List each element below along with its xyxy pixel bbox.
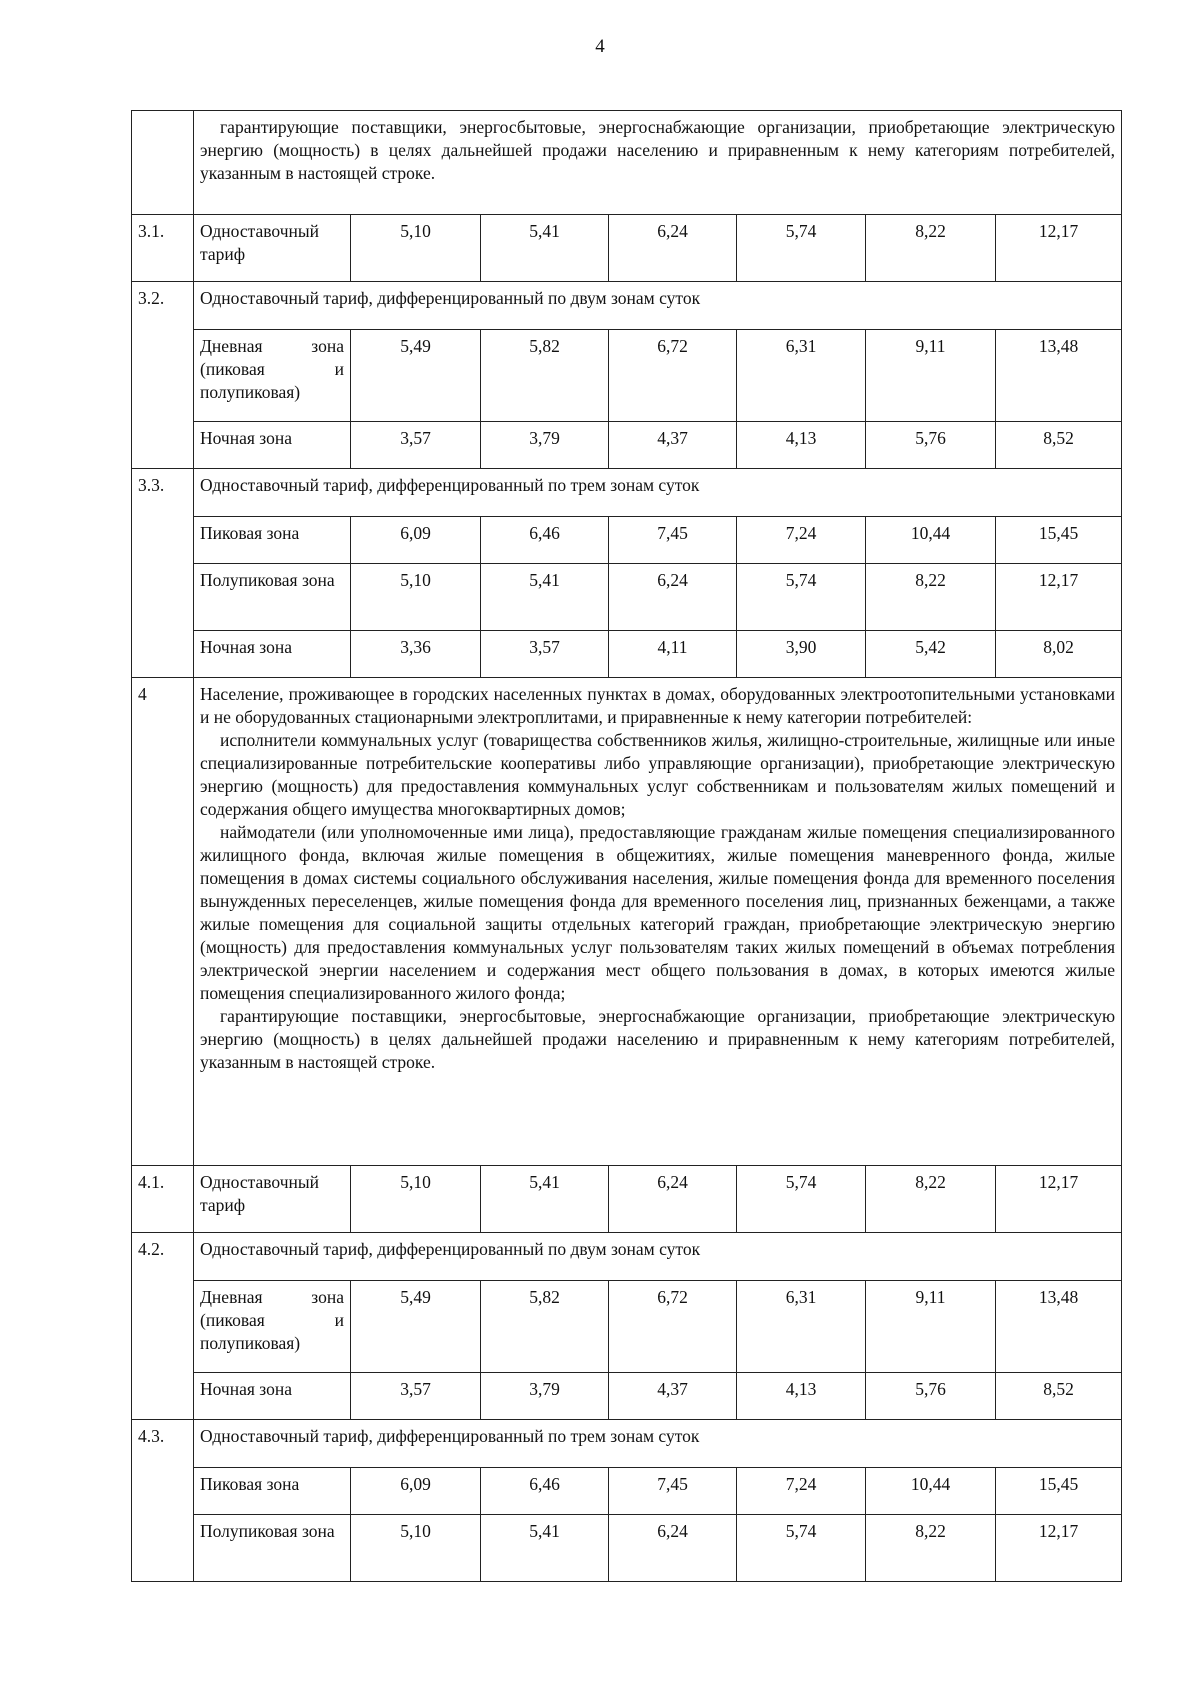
value-cell: 5,74	[737, 215, 866, 282]
table-row-3-3-night	[132, 631, 1122, 678]
value-cell: 6,46	[481, 1468, 609, 1515]
value-cell: 6,09	[351, 1468, 481, 1515]
value-cell: 15,45	[996, 1468, 1122, 1515]
table-row-4-3-half-peak	[132, 1515, 1122, 1582]
value-cell: 5,41	[481, 1166, 609, 1233]
row-number: 4.3.	[132, 1420, 194, 1582]
value-cell: 4,37	[609, 422, 737, 469]
value-cell: 5,41	[481, 215, 609, 282]
table-row-3-3-half-peak	[132, 564, 1122, 631]
value-cell: 6,24	[609, 564, 737, 631]
value-cell: 5,49	[351, 1281, 481, 1373]
value-cell: 9,11	[866, 1281, 996, 1373]
group-intro: Население, проживающее в городских населенных пунктах в домах, оборудованных электроотопительными установками и не оборудованных стационарными электроплитами, и приравненные к нему категории потребителей:	[200, 684, 1116, 727]
value-cell: 6,72	[609, 330, 737, 422]
value-cell: 5,74	[737, 1166, 866, 1233]
value-cell: 8,22	[866, 564, 996, 631]
value-cell: 8,52	[996, 1373, 1122, 1420]
value-cell: 7,24	[737, 517, 866, 564]
value-cell: 6,31	[737, 1281, 866, 1373]
value-cell: 5,10	[351, 1166, 481, 1233]
value-cell: 4,37	[609, 1373, 737, 1420]
value-cell: 12,17	[996, 1166, 1122, 1233]
value-cell: 5,82	[481, 1281, 609, 1373]
row-number: 3.1.	[132, 215, 194, 282]
table-row-3-2-title	[132, 282, 1122, 330]
value-cell: 10,44	[866, 1468, 996, 1515]
value-cell: 15,45	[996, 517, 1122, 564]
value-cell: 8,22	[866, 215, 996, 282]
zone-label: Пиковая зона	[194, 1468, 351, 1515]
group-item: гарантирующие поставщики, энергосбытовые, энергоснабжающие организации, приобретающие электрическую энергию (мощность) в целях дальнейшей продажи населению и приравненным к нему категориям потребителей, указанным в настоящей строке.	[200, 1006, 1116, 1072]
value-cell: 5,82	[481, 330, 609, 422]
row-number: 4.1.	[132, 1166, 194, 1233]
group-item: наймодатели (или уполномоченные ими лица), предоставляющие гражданам жилые помещения специализированного жилищного фонда, включая жилые помещения в общежитиях, жилые помещения маневренного фонда, жилые помещения в домах системы социального обслуживания населения, жилые помещения фонда для временного поселения вынужденных переселенцев, жилые помещения фонда для временного поселения лиц, признанных беженцами, а также жилые помещения для социальной защиты отдельных категорий граждан, приобретающие электрическую энергию (мощность) для предоставления коммунальных услуг пользователям таких жилых помещений в объемах потребления электрической энергии населением и содержания мест общего пользования в домах, в которых имеются жилые помещения специализированного жилого фонда;	[200, 822, 1116, 1003]
value-cell: 4,13	[737, 422, 866, 469]
value-cell: 6,24	[609, 215, 737, 282]
value-cell: 5,42	[866, 631, 996, 678]
value-cell: 6,46	[481, 517, 609, 564]
value-cell: 5,41	[481, 1515, 609, 1582]
value-cell: 6,24	[609, 1166, 737, 1233]
table-row-4-3-title	[132, 1420, 1122, 1468]
value-cell: 9,11	[866, 330, 996, 422]
tariff-label: Одноставочный тариф	[194, 1166, 351, 1233]
value-cell: 3,36	[351, 631, 481, 678]
value-cell: 3,57	[351, 422, 481, 469]
tariff-table	[131, 110, 1122, 1582]
zone-label: Ночная зона	[194, 422, 351, 469]
value-cell: 8,22	[866, 1166, 996, 1233]
value-cell: 3,57	[481, 631, 609, 678]
continuation-text: гарантирующие поставщики, энергосбытовые, энергоснабжающие организации, приобретающие электрическую энергию (мощность) в целях дальнейшей продажи населению и приравненным к нему категориям потребителей, указанным в настоящей строке.	[194, 111, 1122, 215]
table-row-3-2-night	[132, 422, 1122, 469]
value-cell: 3,79	[481, 422, 609, 469]
value-cell: 8,02	[996, 631, 1122, 678]
zone-label: Полупиковая зона	[194, 1515, 351, 1582]
value-cell: 5,74	[737, 564, 866, 631]
tariff-label: Одноставочный тариф	[194, 215, 351, 282]
row-number: 4	[132, 678, 194, 1166]
table-row-4-3-peak	[132, 1468, 1122, 1515]
value-cell: 8,52	[996, 422, 1122, 469]
value-cell: 5,76	[866, 1373, 996, 1420]
value-cell: 5,41	[481, 564, 609, 631]
value-cell: 8,22	[866, 1515, 996, 1582]
row-number: 4.2.	[132, 1233, 194, 1420]
value-cell: 5,10	[351, 215, 481, 282]
value-cell: 7,45	[609, 1468, 737, 1515]
table-row-4-2-night	[132, 1373, 1122, 1420]
section-title: Одноставочный тариф, дифференцированный по двум зонам суток	[194, 282, 1122, 330]
table-row-3-2-day	[132, 330, 1122, 422]
value-cell: 6,72	[609, 1281, 737, 1373]
row-number-cell	[132, 111, 194, 215]
value-cell: 5,10	[351, 1515, 481, 1582]
value-cell: 7,45	[609, 517, 737, 564]
table-row-4-description	[132, 678, 1122, 1166]
zone-label: Ночная зона	[194, 631, 351, 678]
value-cell: 3,79	[481, 1373, 609, 1420]
value-cell: 5,76	[866, 422, 996, 469]
value-cell: 5,49	[351, 330, 481, 422]
zone-label: Дневная зона (пиковая и полупиковая)	[194, 1281, 351, 1373]
value-cell: 12,17	[996, 1515, 1122, 1582]
section-title: Одноставочный тариф, дифференцированный по трем зонам суток	[194, 469, 1122, 517]
table-row-3-3-peak	[132, 517, 1122, 564]
value-cell: 4,13	[737, 1373, 866, 1420]
zone-label: Ночная зона	[194, 1373, 351, 1420]
table-row-continuation	[132, 111, 1122, 215]
section-title: Одноставочный тариф, дифференцированный по трем зонам суток	[194, 1420, 1122, 1468]
value-cell: 3,57	[351, 1373, 481, 1420]
table-row-4-2-title	[132, 1233, 1122, 1281]
value-cell: 6,09	[351, 517, 481, 564]
zone-label: Дневная зона (пиковая и полупиковая)	[194, 330, 351, 422]
row-number: 3.3.	[132, 469, 194, 678]
table-row-3-3-title	[132, 469, 1122, 517]
zone-label: Полупиковая зона	[194, 564, 351, 631]
value-cell: 5,10	[351, 564, 481, 631]
value-cell: 6,31	[737, 330, 866, 422]
value-cell: 7,24	[737, 1468, 866, 1515]
group-item: исполнители коммунальных услуг (товарищества собственников жилья, жилищно-строительные, жилищные или иные специализированные потребительские кооперативы либо управляющие организации), приобретающие электрическую энергию (мощность) для предоставления коммунальных услуг собственникам и пользователям жилых помещений и содержания общего имущества многоквартирных домов;	[200, 730, 1116, 819]
value-cell: 5,74	[737, 1515, 866, 1582]
value-cell: 13,48	[996, 330, 1122, 422]
table-row-4-1	[132, 1166, 1122, 1233]
table-row-4-2-day	[132, 1281, 1122, 1373]
row-number: 3.2.	[132, 282, 194, 469]
group-description	[194, 678, 1122, 1166]
value-cell: 4,11	[609, 631, 737, 678]
value-cell: 10,44	[866, 517, 996, 564]
value-cell: 3,90	[737, 631, 866, 678]
zone-label: Пиковая зона	[194, 517, 351, 564]
table-row-3-1	[132, 215, 1122, 282]
value-cell: 12,17	[996, 215, 1122, 282]
value-cell: 12,17	[996, 564, 1122, 631]
section-title: Одноставочный тариф, дифференцированный по двум зонам суток	[194, 1233, 1122, 1281]
value-cell: 6,24	[609, 1515, 737, 1582]
page-number: 4	[595, 36, 605, 57]
value-cell: 13,48	[996, 1281, 1122, 1373]
